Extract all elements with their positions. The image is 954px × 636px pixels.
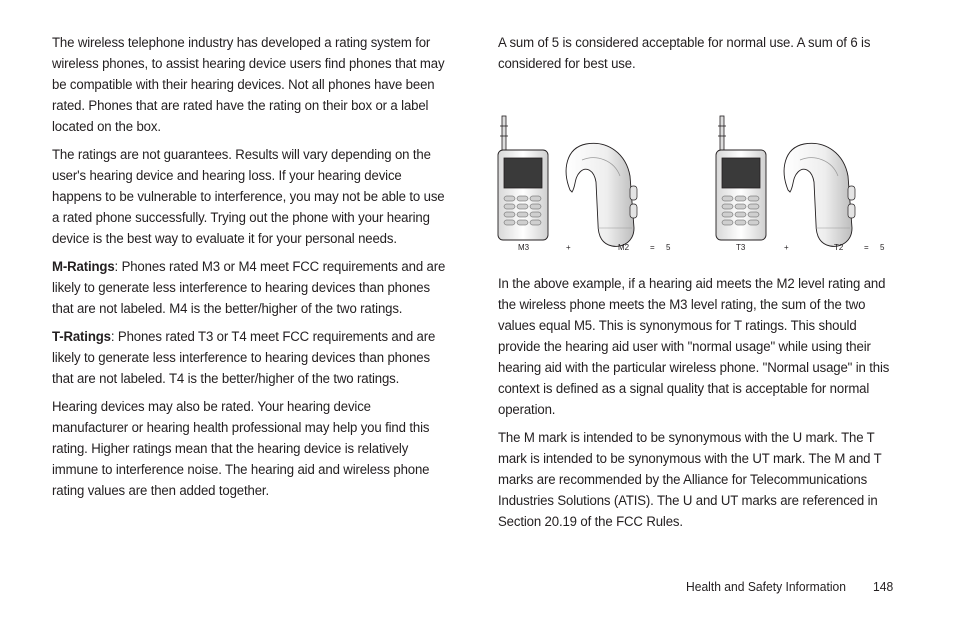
plus-sign: + <box>566 243 571 252</box>
hearing-aid-icon <box>784 143 855 246</box>
m-ratings-text: : Phones rated M3 or M4 meet FCC requirements and are likely to generate less interference to hearing devices than phones that are not labeled. M4 is the better/higher of the two ratings. <box>52 259 446 317</box>
m-ratings-paragraph <box>52 257 450 320</box>
sum-paragraph: A sum of 5 is considered acceptable for normal use. A sum of 6 is considered for best use. <box>498 35 871 72</box>
right-column-lower <box>498 274 898 540</box>
equals-sign: = <box>864 243 869 252</box>
aid-rating-label: T2 <box>834 243 844 252</box>
example-1 <box>498 116 671 252</box>
hearing-aid-icon <box>566 143 637 246</box>
t-ratings-label: T-Ratings <box>52 329 111 345</box>
phone-rating-label: M3 <box>518 243 530 252</box>
t-ratings-text: : Phones rated T3 or T4 meet FCC requirements and are likely to generate less interference to hearing devices than phones that are not labeled. T4 is the better/higher of the two ratings. <box>52 329 436 387</box>
right-column <box>498 33 898 82</box>
footer-section-title: Health and Safety Information <box>686 579 846 594</box>
example-2 <box>716 116 885 252</box>
phone-rating-label: T3 <box>736 243 746 252</box>
hearing-devices-paragraph: Hearing devices may also be rated. Your hearing device manufacturer or hearing health professional may help you find this rating. Higher ratings mean that the hearing device is relatively immune to interference noise. The hearing aid and wireless phone rating values are then added together. <box>52 399 430 499</box>
page-number: 148 <box>873 579 894 594</box>
phone-icon <box>498 116 548 240</box>
left-column <box>52 33 450 509</box>
plus-sign: + <box>784 243 789 252</box>
rating-example-figure <box>496 112 896 262</box>
mark-paragraph: The M mark is intended to be synonymous with the U mark. The T mark is intended to be synonymous with the UT mark. The M and T marks are recommended by the Alliance for Telecommunications Industries Solutions (ATIS). The U and UT marks are referenced in Section 20.19 of the FCC Rules. <box>498 430 882 530</box>
rating-illustration <box>496 112 896 262</box>
aid-rating-label: M2 <box>618 243 630 252</box>
intro-paragraph: The wireless telephone industry has developed a rating system for wireless phones, to assist hearing device users find phones that may be compatible with their hearing devices. Not all phones have been rated. Phones that are rated have the rating on their box or a label located on the box. <box>52 35 445 135</box>
t-ratings-paragraph <box>52 327 450 390</box>
phone-icon <box>716 116 766 240</box>
sum-value: 5 <box>666 243 671 252</box>
m-ratings-label: M-Ratings <box>52 259 115 275</box>
equals-sign: = <box>650 243 655 252</box>
sum-value: 5 <box>880 243 885 252</box>
example-explanation-paragraph: In the above example, if a hearing aid meets the M2 level rating and the wireless phone meets the M3 level rating, the sum of the two values equal M5. This is synonymous for T ratings. This should provide the hearing aid user with "normal usage" while using their hearing aid with the particular wireless phone. "Normal usage" in this context is defined as a signal quality that is acceptable for normal operation. <box>498 276 890 418</box>
guarantee-paragraph: The ratings are not guarantees. Results will vary depending on the user's hearing device and hearing loss. If your hearing device happens to be vulnerable to interference, you may not be able to use a rated phone successfully. Trying out the phone with your hearing device is the best way to evaluate it for your personal needs. <box>52 147 445 247</box>
